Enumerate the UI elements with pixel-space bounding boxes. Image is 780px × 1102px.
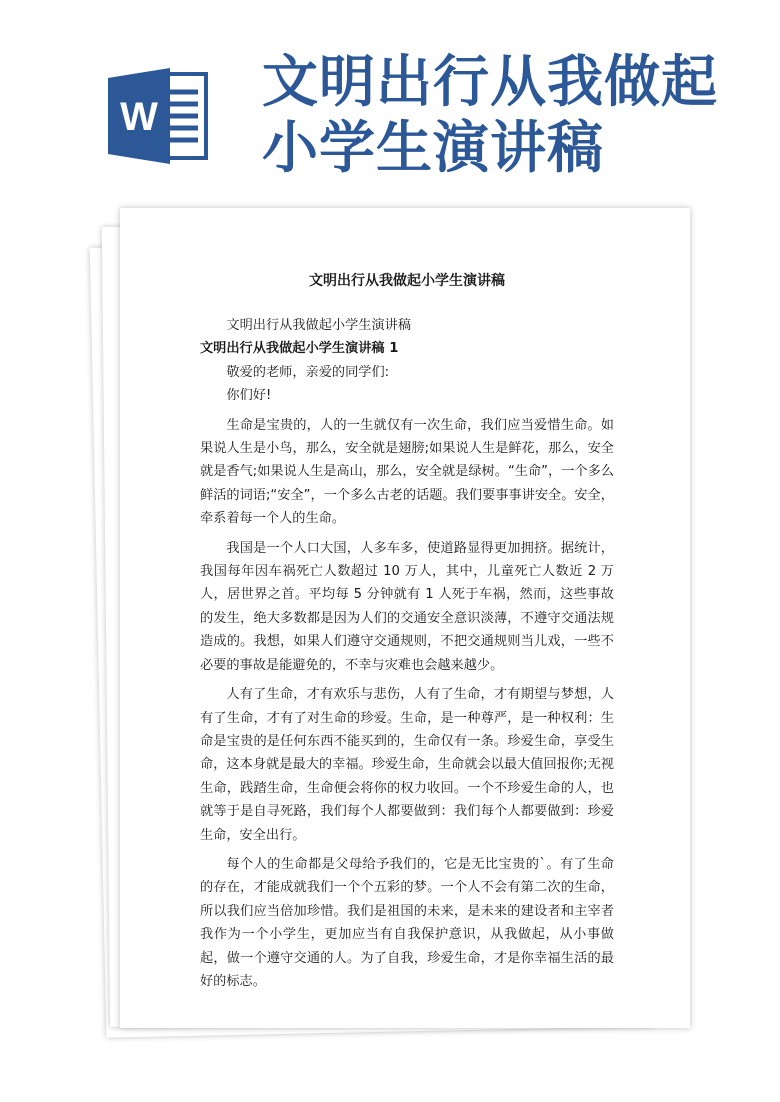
banner-title-line1: 文明出行从我做起 (262, 50, 718, 115)
paragraph-1: 生命是宝贵的，人的一生就仅有一次生命，我们应当爱惜生命。如果说人生是小鸟，那么，安全就是翅膀;如果说人生是鲜花，那么，安全就是香气;如果说人生是高山，那么，安全就是绿树。“生命”，一个多么鲜活的词语;“安全”，一个多么古老的话题。我们要事事讲安全。安全，牵系着每一个人的生命。 (200, 417, 614, 527)
paragraph-3: 人有了生命，才有欢乐与悲伤，人有了生命，才有期望与梦想，人有了生命，才有了对生命的珍爱。生命，是一种尊严，是一种权利：生命是宝贵的是任何东西不能买到的，生命仅有一条。珍爱生命，享受生命，这本身就是最大的幸福。珍爱生命，生命就会以最大值回报你;无视生命，践踏生命，生命便会将你的权力收回。一个不珍爱生命的人，也就等于是自寻死路，我们每个人都要做到：我们每个人都要做到：珍爱生命，安全出行。 (200, 687, 614, 843)
banner-title-line2: 小学生演讲稿 (262, 116, 604, 181)
document-body (200, 268, 614, 993)
document-title: 文明出行从我做起小学生演讲稿 (309, 273, 505, 289)
paragraph-2: 我国是一个人口大国，人多车多，使道路显得更加拥挤。据统计，我国每年因车祸死亡人数超过 10 万人，其中，儿童死亡人数近 2 万人，居世界之首。平均每 5 分钟就有 1 人死于车祸，然而，这些事故的发生，绝大多数都是因为人们的交通安全意识淡薄，不遵守交通法规造成的。我想，如果人们遵守交通规则，不把交通规则当儿戏，一些不必要的事故是能避免的，不幸与灾难也会越来越少。 (200, 540, 614, 673)
word-icon (108, 68, 208, 164)
document-intro: 文明出行从我做起小学生演讲稿 (226, 318, 412, 333)
banner-title (262, 50, 762, 182)
document-hello: 你们好! (226, 388, 272, 404)
document-greeting: 敬爱的老师，亲爱的同学们: (226, 364, 390, 380)
document-subhead: 文明出行从我做起小学生演讲稿 1 (200, 341, 399, 357)
svg-text:W: W (120, 95, 158, 139)
paragraph-4: 每个人的生命都是父母给予我们的，它是无比宝贵的`。有了生命的存在，才能成就我们一个个五彩的梦。一个人不会有第二次的生命，所以我们应当倍加珍惜。我们是祖国的未来，是未来的建设者和主宰者我作为一个小学生，更加应当有自我保护意识，从我做起，从小事做起，做一个遵守交通的人。为了自我，珍爱生命，才是你幸福生活的最好的标志。 (200, 856, 614, 989)
